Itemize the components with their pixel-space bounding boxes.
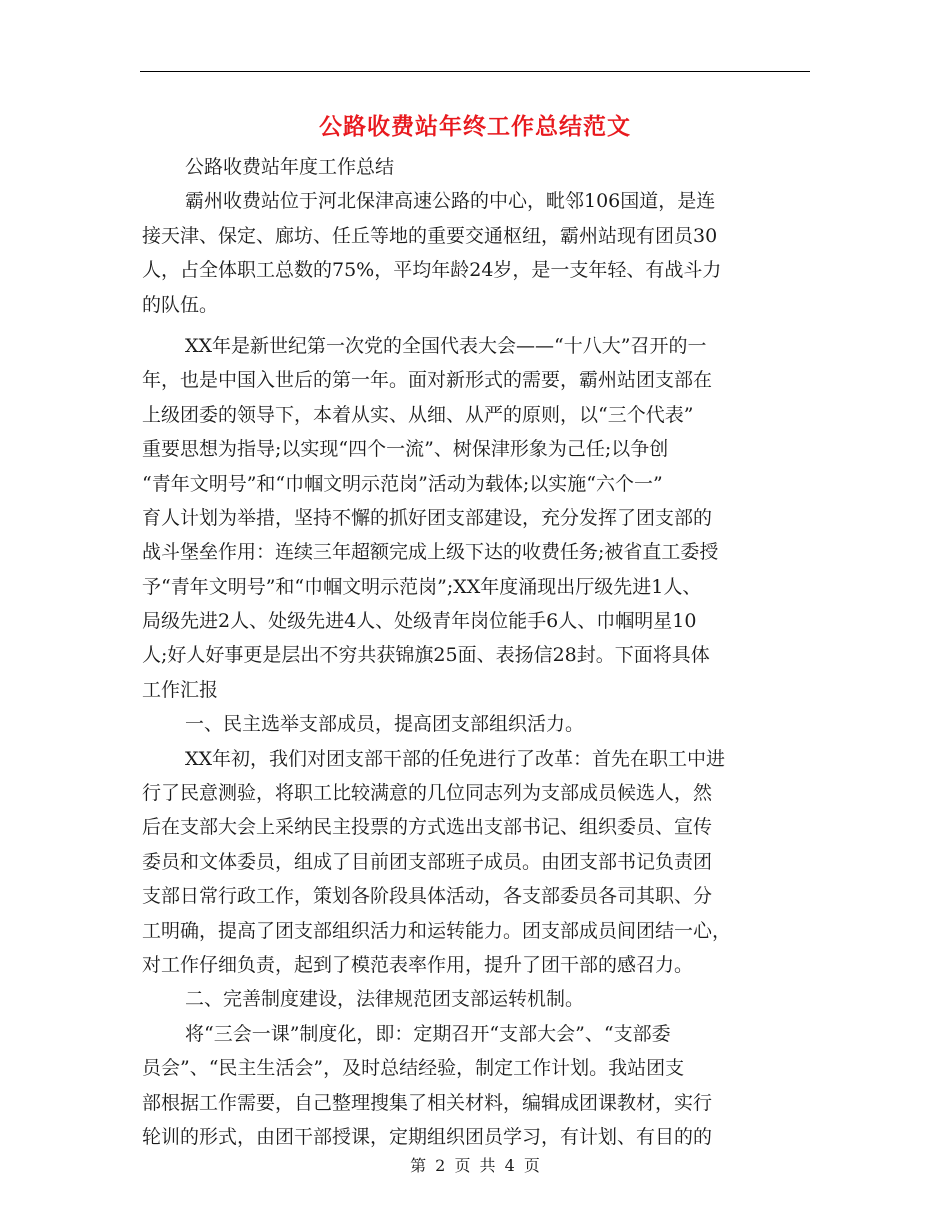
text-line: “青年文明号”和“巾帼文明示范岗”活动为载体;以实施“六个一” [142, 472, 663, 495]
text-line: 予“青年文明号”和“巾帼文明示范岗”;XX年度涌现出厅级先进1人、 [142, 575, 702, 598]
text-line: 局级先进2人、处级先进4人、处级青年岗位能手6人、巾帼明星10 [142, 610, 697, 633]
text-line: 上级团委的领导下，本着从实、从细、从严的原则，以“三个代表” [142, 403, 694, 426]
text-line: XX年是新世纪第一次党的全国代表大会——“十八大”召开的一 [185, 334, 707, 357]
page-number-footer: 第 2 页 共 4 页 [410, 1156, 540, 1175]
text-line: 行了民意测验，将职工比较满意的几位同志列为支部成员候选人，然 [142, 782, 713, 805]
paragraph-gap [142, 322, 810, 329]
header-rule [140, 71, 810, 72]
text-line: 将“三会一课”制度化，即：定期召开“支部大会”、“支部委 [185, 1022, 671, 1045]
text-line: 对工作仔细负责，起到了模范表率作用，提升了团干部的感召力。 [142, 953, 694, 976]
text-line: 的队伍。 [142, 293, 219, 316]
text-line: 接天津、保定、廊坊、任丘等地的重要交通枢纽，霸州站现有团员30 [142, 224, 718, 247]
section-heading: 二、完善制度建设，法律规范团支部运转机制。 [185, 988, 585, 1011]
text-line: 育人计划为举措，坚持不懈的抓好团支部建设，充分发挥了团支部的 [142, 506, 713, 529]
document-title: 公路收费站年终工作总结范文 [319, 113, 631, 140]
text-line: 工明确，提高了团支部组织活力和运转能力。团支部成员间团结一心， [142, 919, 732, 942]
text-line: 委员和文体委员，组成了目前团支部班子成员。由团支部书记负责团 [142, 850, 713, 873]
text-line: 霸州收费站位于河北保津高速公路的中心，毗邻106国道，是连 [185, 190, 716, 213]
section-heading: 一、民主选举支部成员，提高团支部组织活力。 [185, 713, 585, 736]
text-line: 工作汇报 [142, 678, 219, 701]
text-line: 员会”、“民主生活会”，及时总结经验，制定工作计划。我站团支 [142, 1057, 685, 1080]
text-line: 后在支部大会上采纳民主投票的方式选出支部书记、组织委员、宣传 [142, 816, 713, 839]
document-body [142, 150, 810, 1154]
text-line: 公路收费站年度工作总结 [185, 156, 395, 178]
text-line: 人;好人好事更是层出不穷共获锦旗25面、表扬信28封。下面将具体 [142, 644, 710, 667]
text-line: 年，也是中国入世后的第一年。面对新形式的需要，霸州站团支部在 [142, 369, 713, 392]
text-line: 人，占全体职工总数的75%，平均年龄24岁，是一支年轻、有战斗力 [142, 259, 722, 282]
text-line: 重要思想为指导;以实现“四个一流”、树保津形象为己任;以争创 [142, 438, 669, 461]
text-line: 支部日常行政工作，策划各阶段具体活动，各支部委员各司其职、分 [142, 885, 713, 908]
text-line: XX年初，我们对团支部干部的任免进行了改革：首先在职工中进 [185, 747, 726, 770]
text-line: 部根据工作需要，自己整理搜集了相关材料，编辑成团课教材，实行 [142, 1091, 713, 1114]
text-line: 战斗堡垒作用：连续三年超额完成上级下达的收费任务;被省直工委授 [142, 541, 719, 564]
text-line: 轮训的形式，由团干部授课，定期组织团员学习，有计划、有目的的 [142, 1125, 713, 1148]
